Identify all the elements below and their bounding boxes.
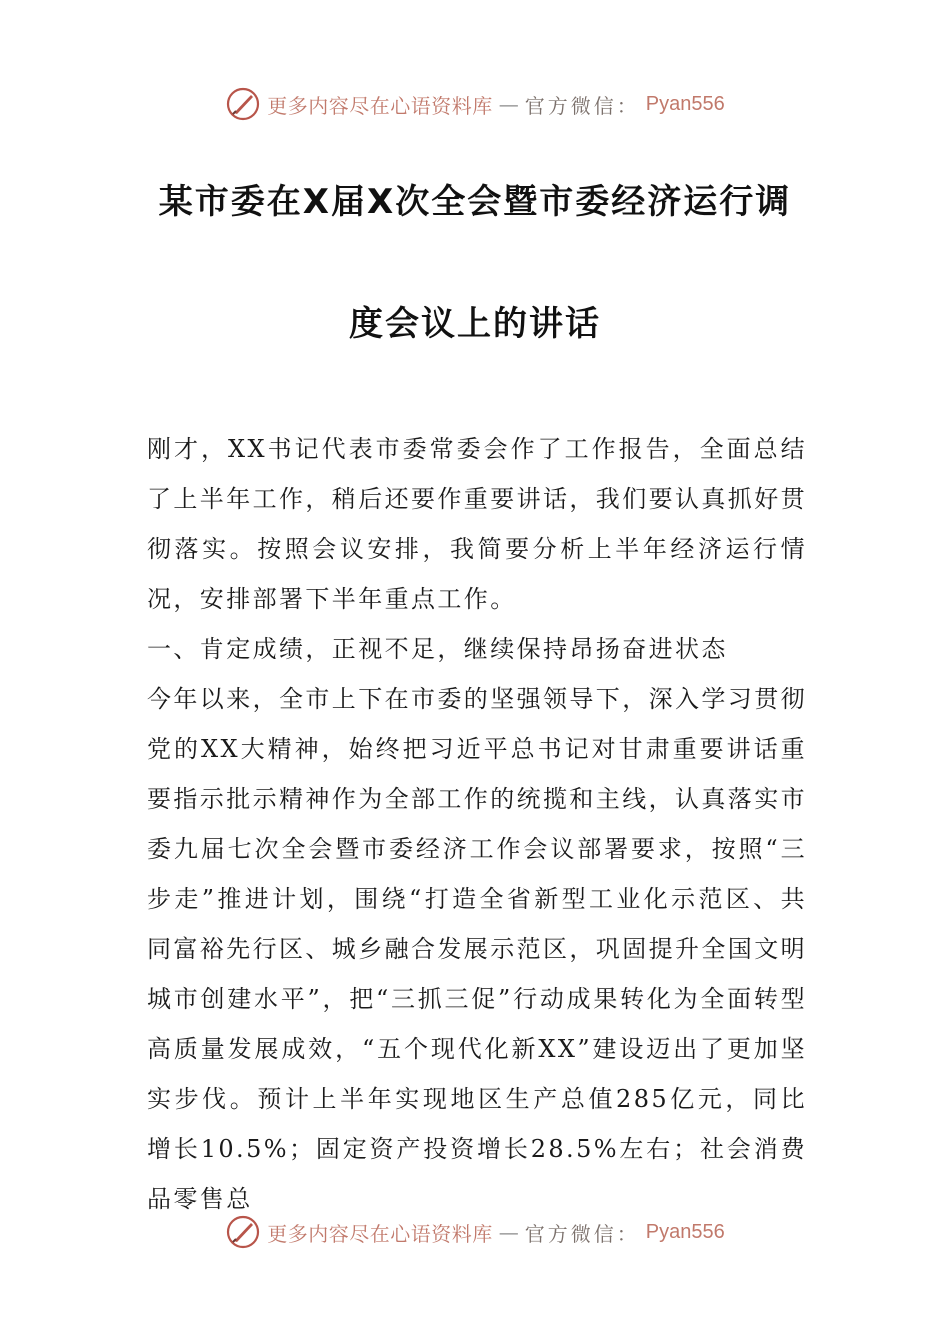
- paragraph: 刚才，XX书记代表市委常委会作了工作报告，全面总结了上半年工作，稍后还要作重要讲话，我们要认真抓好贯彻落实。按照会议安排，我简要分析上半年经济运行情况，安排部署下半年重点工作。: [147, 435, 807, 613]
- quill-logo-icon: [225, 86, 261, 122]
- watermark-wechat-id: Pyan556: [645, 1220, 725, 1243]
- watermark-sub-text: 官方微信：: [524, 1221, 640, 1246]
- section-heading: 一、肯定成绩，正视不足，继续保持昂扬奋进状态: [147, 635, 728, 663]
- paragraph: 今年以来，全市上下在市委的坚强领导下，深入学习贯彻党的XX大精神，始终把习近平总书记对甘肃重要讲话重要指示批示精神作为全部工作的统揽和主线，认真落实市委九届七次全会暨市委经济工作会议部署要求，按照“三步走”推进计划，围绕“打造全省新型工业化示范区、共同富裕先行区、城乡融合发展示范区，巩固提升全国文明城市创建水平”，把“三抓三促”行动成果转化为全面转型高质量发展成效，“五个现代化新XX”建设迈出了更加坚实步伐。预计上半年实现地区生产总值285亿元，同比增长10.5%；固定资产投资增长28.5%左右；社会消费品零售总: [147, 685, 807, 1213]
- watermark-sub-text: 官方微信：: [524, 93, 640, 118]
- watermark-header: [0, 84, 950, 124]
- watermark-main-text: 更多内容尽在心语资料库: [267, 1221, 493, 1246]
- document-title-line-1: 某市委在X届X次全会暨市委经济运行调: [158, 182, 792, 222]
- watermark-wechat-id: Pyan556: [645, 92, 725, 115]
- document-title-line-2: 度会议上的讲话: [349, 304, 601, 344]
- watermark-footer: [0, 1212, 950, 1252]
- document-body: [147, 424, 807, 1224]
- watermark-dash: —: [498, 92, 519, 116]
- watermark-dash: —: [498, 1220, 519, 1244]
- watermark-main-text: 更多内容尽在心语资料库: [267, 93, 493, 118]
- quill-logo-icon: [225, 1214, 261, 1250]
